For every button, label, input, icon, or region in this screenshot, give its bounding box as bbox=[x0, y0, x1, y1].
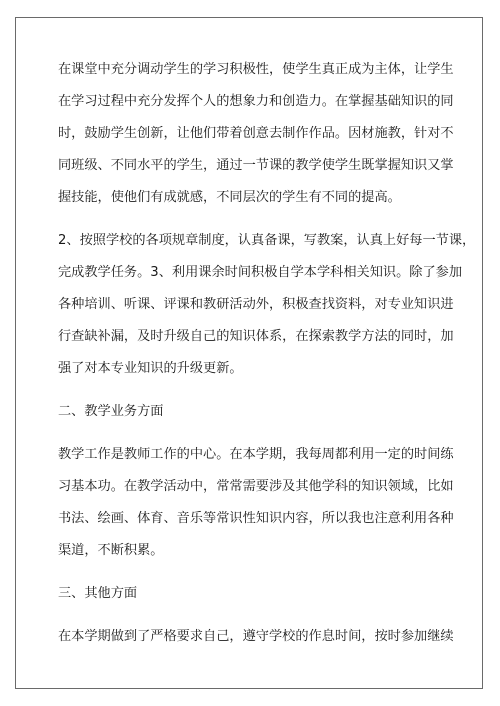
paragraph-1-line-2: 在学习过程中充分发挥个人的想象力和创造力。在掌握基础知识的同 bbox=[58, 94, 454, 109]
paragraph-3-line-2: 习基本功。在教学活动中，常常需要涉及其他学科的知识领域，比如 bbox=[58, 479, 454, 494]
paragraph-1-line-5: 握技能，使他们有成就感，不同层次的学生有不同的提高。 bbox=[58, 190, 401, 205]
section-heading-teaching-work: 二、教学业务方面 bbox=[58, 404, 164, 419]
paragraph-1-line-1: 在课堂中充分调动学生的学习积极性，使学生真正成为主体，让学生 bbox=[58, 62, 454, 77]
paragraph-3-line-3: 书法、绘画、体育、音乐等常识性知识内容，所以我也注意利用各种 bbox=[58, 511, 454, 526]
paragraph-3-line-4: 渠道，不断积累。 bbox=[58, 543, 164, 558]
paragraph-2-line-1: 2、按照学校的各项规章制度，认真备课，写教案，认真上好每一节课， bbox=[58, 233, 476, 248]
paragraph-1-line-3: 时，鼓励学生创新，让他们带着创意去制作作品。因材施教，针对不 bbox=[58, 126, 454, 141]
paragraph-2-line-2: 完成教学任务。3、利用课余时间积极自学本学科相关知识。除了参加 bbox=[58, 265, 463, 280]
paragraph-2-line-4: 行查缺补漏，及时升级自己的知识体系，在探索教学方法的同时，加 bbox=[58, 329, 454, 344]
paragraph-1-line-4: 同班级、不同水平的学生，通过一节课的教学使学生既掌握知识又掌 bbox=[58, 158, 454, 173]
paragraph-4-line-1: 在本学期做到了严格要求自己，遵守学校的作息时间，按时参加继续 bbox=[58, 629, 454, 644]
paragraph-3-line-1: 教学工作是教师工作的中心。在本学期，我每周都利用一定的时间练 bbox=[58, 447, 454, 462]
paragraph-2-line-3: 各种培训、听课、评课和教研活动外，积极查找资料，对专业知识进 bbox=[58, 297, 454, 312]
section-heading-other: 三、其他方面 bbox=[58, 586, 138, 601]
paragraph-2-line-5: 强了对本专业知识的升级更新。 bbox=[58, 361, 243, 376]
